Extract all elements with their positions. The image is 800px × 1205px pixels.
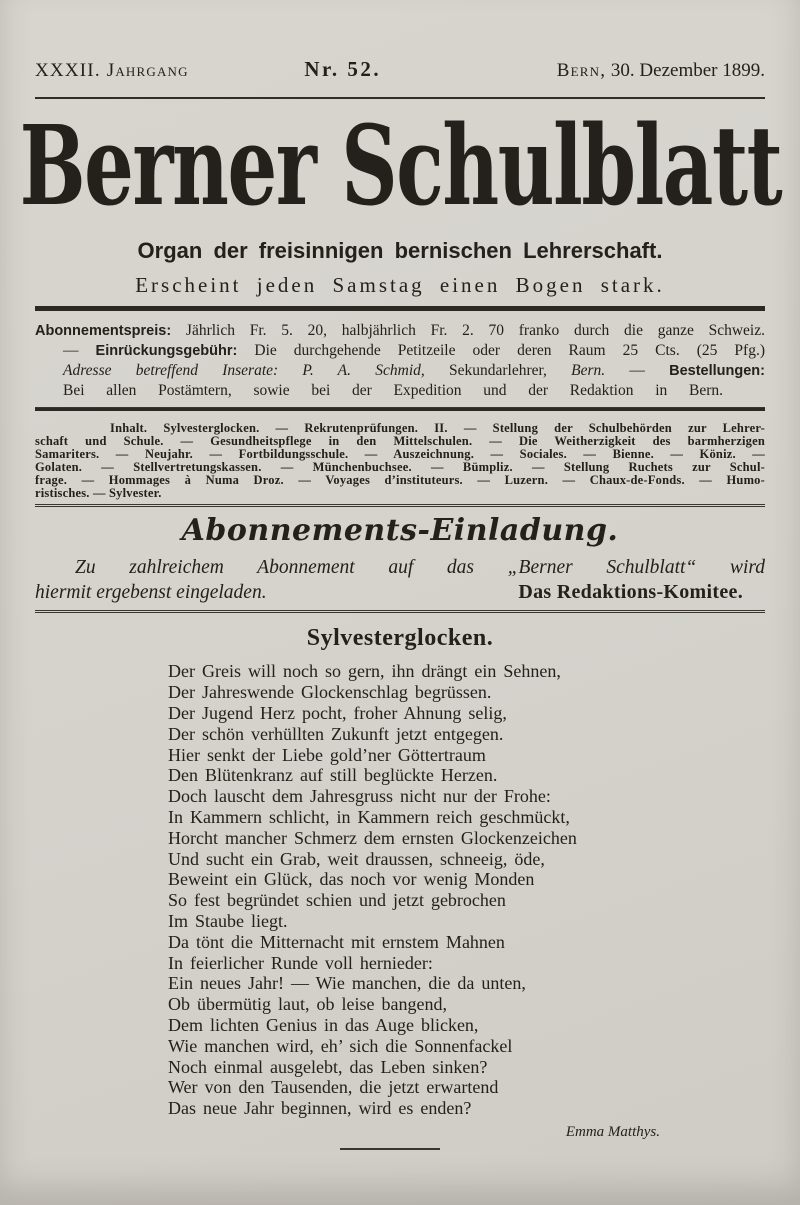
poem-line: Beweint ein Glück, das noch vor wenig Monden: [168, 869, 535, 890]
redaktion-committee-signature: Das Redaktions-Komitee.: [518, 581, 743, 604]
issue-number: Nr. 52.: [304, 57, 382, 81]
price-label: Abonnementspreis:: [35, 323, 172, 339]
insertion-prefix: —: [63, 342, 96, 359]
contents-line: frage. — Hommages à Numa Droz. — Voyages d’instituteurs. — Luzern. — Chaux-de-Fonds. — Humo-: [35, 472, 765, 487]
invitation-line2-text: hiermit ergebenst eingeladen.: [35, 582, 267, 604]
poem-line: Dem lichten Genius in das Auge blicken,: [168, 1014, 479, 1035]
poem-line: Hier senkt der Liebe gold’ner Göttertraum: [168, 744, 486, 765]
poem-line: In feierlicher Runde voll hernieder:: [168, 952, 433, 973]
poem-line: Da tönt die Mitternacht mit ernstem Mahnen: [168, 931, 505, 952]
price-text: Jährlich Fr. 5. 20, halbjährlich Fr. 2. 70 franko durch die ganze Schweiz.: [171, 322, 765, 339]
subscription-bottom-rule: [35, 407, 765, 411]
orders-text: Bei allen Postämtern, sowie bei der Expedition und der Redaktion in Bern.: [63, 382, 723, 399]
contents-block: [35, 422, 765, 499]
poem-line: So fest begründet schien und jetzt gebrochen: [168, 890, 506, 911]
orders-line: [63, 381, 765, 401]
frequency-line: Erscheint jeden Samstag einen Bogen stark.: [135, 273, 665, 297]
insertion-fee-line: [63, 341, 765, 361]
poem-line: Das neue Jahr beginnen, wird es enden?: [168, 1098, 472, 1119]
dateline: [557, 58, 765, 84]
poem-line: Wie manchen wird, eh’ sich die Sonnenfackel: [168, 1035, 513, 1056]
contents-line: Golaten. — Stellvertretungskassen. — Münchenbuchsee. — Bümpliz. — Stellung Ruchets zur Schul-: [35, 459, 765, 474]
volume-word: Jahrgang: [106, 60, 189, 81]
dateline-date: 30. Dezember 1899.: [606, 60, 765, 81]
contents-bottom-rule: [35, 504, 765, 507]
newspaper-subtitle: Organ der freisinnigen bernischen Lehrerschaft.: [137, 238, 663, 263]
insertion-label: Einrückungsgebühr:: [95, 343, 238, 359]
dateline-place: Bern,: [556, 60, 607, 81]
address-place: Bern.: [571, 362, 606, 379]
contents-line: Samariters. — Neujahr. — Fortbildungsschule. — Auszeichnung. — Sociales. — Bienne. — Köniz. —: [35, 446, 765, 461]
poem-line: Ein neues Jahr! — Wie manchen, die da unten,: [168, 973, 526, 994]
address-separator: —: [605, 362, 670, 379]
poem-line: Horcht mancher Schmerz dem ernsten Glockenzeichen: [168, 827, 577, 848]
poem-line: Der schön verhüllten Zukunft jetzt entgegen.: [168, 723, 504, 744]
poem-line: Doch lauscht dem Jahresgruss nicht nur der Frohe:: [168, 786, 551, 807]
poem-line: Der Greis will noch so gern, ihn drängt ein Sehnen,: [168, 661, 561, 682]
address-text: Sekundarlehrer,: [424, 362, 572, 379]
poem-line: Der Jugend Herz pocht, froher Ahnung selig,: [168, 703, 507, 724]
masthead-meta-row: [35, 0, 765, 84]
poem-line: Im Staube liegt.: [168, 911, 288, 931]
header-rule: [35, 97, 765, 99]
author-signature: Emma Matthys.: [565, 1123, 660, 1140]
poem-line: Und sucht ein Grab, weit draussen, schneeig, öde,: [168, 848, 545, 869]
volume-number: XXXII.: [35, 60, 101, 81]
poem-line: In Kammern schlicht, in Kammern reich geschmückt,: [168, 807, 570, 828]
orders-label: Bestellungen:: [669, 363, 765, 379]
article-end-rule: [340, 1148, 440, 1150]
masthead: [19, 101, 781, 230]
poem-line: Noch einmal ausgelebt, das Leben sinken?: [168, 1056, 488, 1077]
poem: [168, 661, 660, 1119]
poem-line: Der Jahreswende Glockenschlag begrüssen.: [168, 682, 492, 703]
invitation-bottom-rule: [35, 610, 765, 613]
newspaper-title: Berner Schulblatt: [19, 101, 781, 230]
subscription-price-line: [35, 321, 765, 341]
contents-line: ristisches. — Sylvester.: [35, 485, 162, 500]
inserate-address-line: [63, 361, 765, 381]
poem-line: Den Blütenkranz auf still beglückte Herzen.: [168, 765, 498, 786]
poem-line: Wer von den Tausenden, die jetzt erwartend: [168, 1077, 499, 1098]
contents-line: schaft und Schule. — Gesundheitspflege in den Mittelschulen. — Die Weitherzigkeit des barmherzigen: [35, 433, 765, 448]
address-italic: Adresse betreffend Inserate: P. A. Schmid,: [63, 362, 425, 379]
article-heading: Sylvesterglocken.: [306, 625, 494, 652]
invitation-heading: Abonnements-Einladung.: [181, 513, 619, 549]
masthead-bottom-rule: [35, 306, 765, 311]
contents-line: Inhalt. Sylvesterglocken. — Rekrutenprüfungen. II. — Stellung der Schulbehörden zur Lehrer-: [110, 421, 765, 435]
subscription-block: [35, 321, 765, 401]
invitation-text: [35, 555, 765, 605]
poem-line: Ob übermütig laut, ob leise bangend,: [168, 994, 447, 1015]
invitation-line2: [35, 580, 765, 605]
invitation-line1: Zu zahlreichem Abonnement auf das „Berner Schulblatt“ wird: [75, 557, 765, 579]
insertion-text: Die durchgehende Petitzeile oder deren Raum 25 Cts. (25 Pfg.): [237, 342, 766, 359]
volume-label: [35, 58, 189, 84]
